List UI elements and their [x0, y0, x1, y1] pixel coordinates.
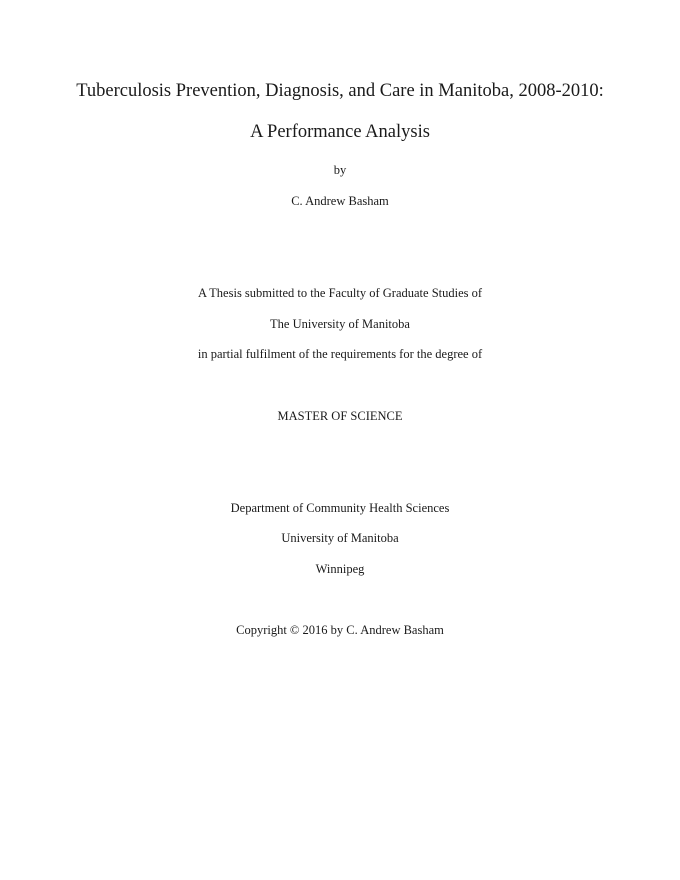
author-name: C. Andrew Basham [291, 194, 389, 208]
submission-statement-line-1: A Thesis submitted to the Faculty of Graduate Studies of [197, 286, 483, 300]
byline-by: by [333, 163, 347, 177]
university-name: University of Manitoba [281, 531, 399, 545]
copyright-notice: Copyright © 2016 by C. Andrew Basham [236, 623, 444, 637]
department-name: Department of Community Health Sciences [230, 501, 450, 515]
thesis-title-line-1: Tuberculosis Prevention, Diagnosis, and Care in Manitoba, 2008-2010: [76, 81, 604, 101]
submission-statement-line-2: The University of Manitoba [270, 317, 410, 331]
submission-statement-line-3: in partial fulfilment of the requirements for the degree of [197, 347, 483, 361]
thesis-title-line-2: A Performance Analysis [250, 122, 430, 142]
degree-name: MASTER OF SCIENCE [277, 409, 403, 423]
city-name: Winnipeg [315, 562, 365, 576]
